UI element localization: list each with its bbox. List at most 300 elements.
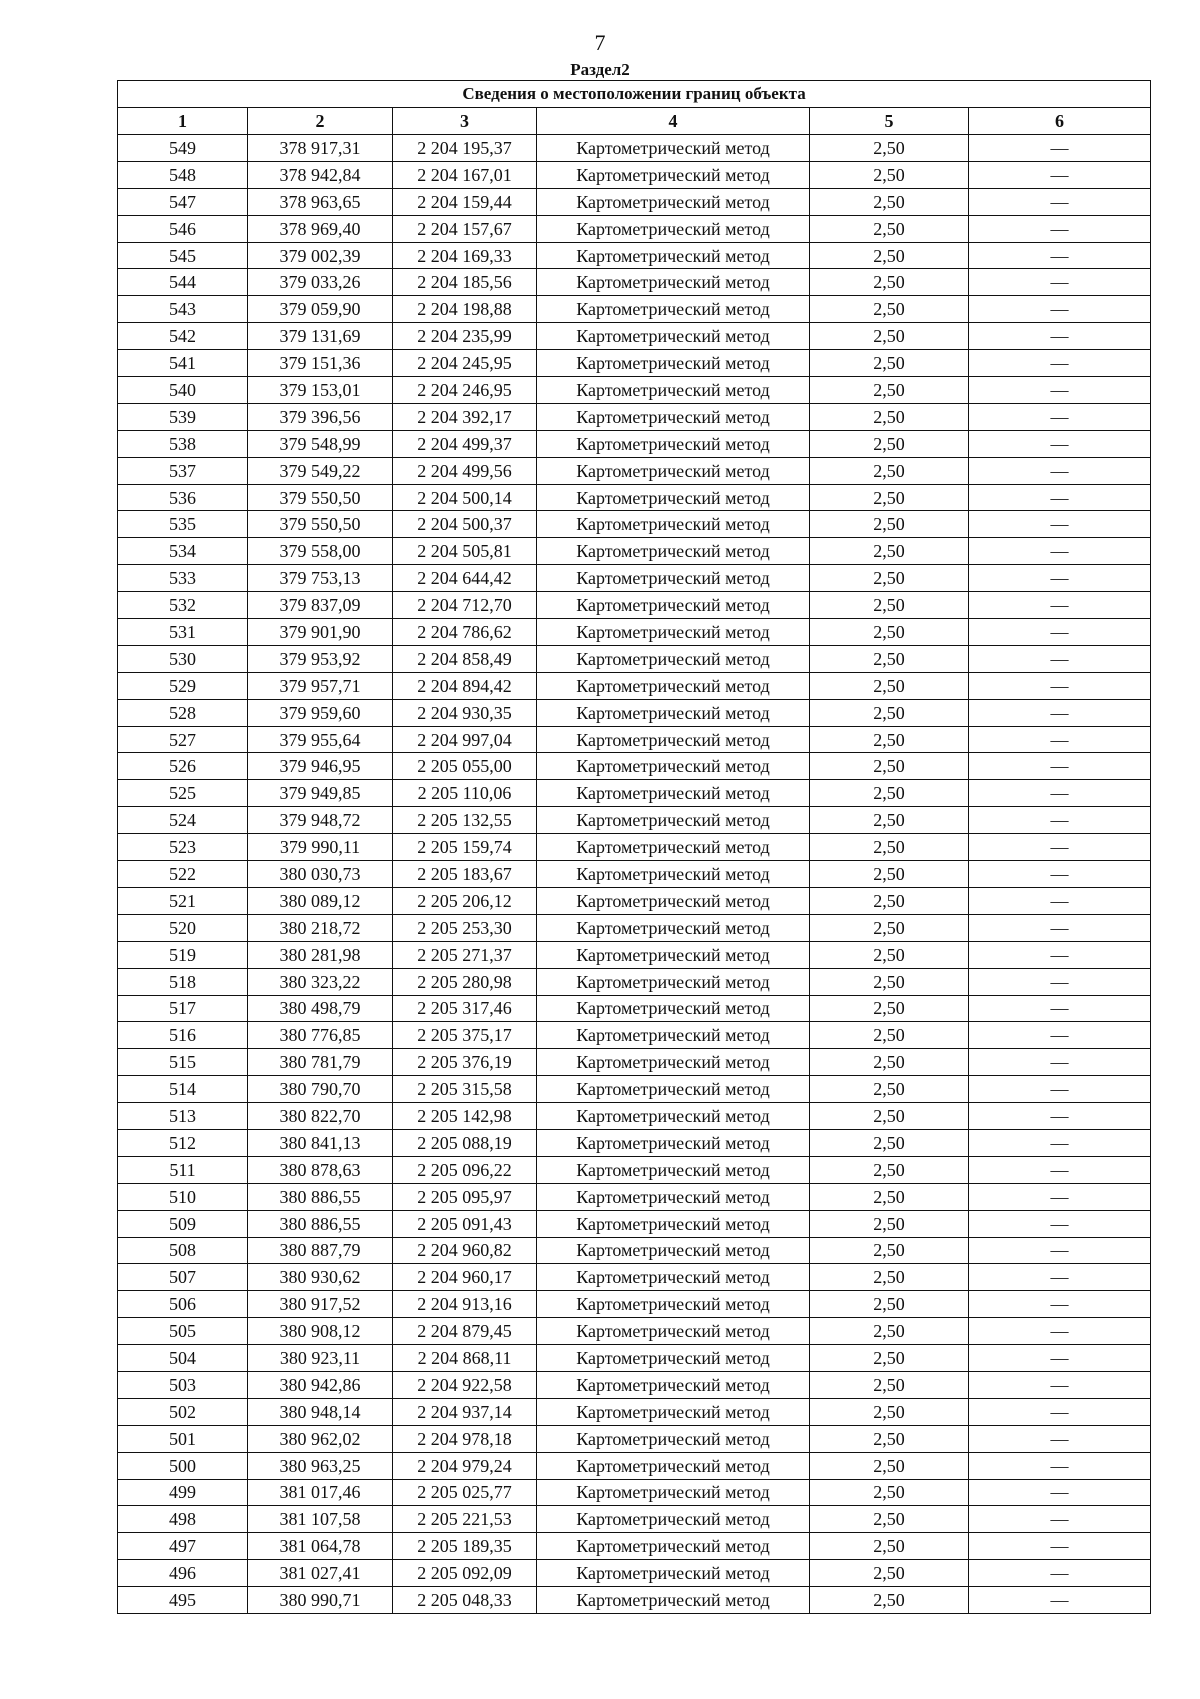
table-cell: 2 205 159,74: [393, 834, 537, 861]
table-cell: Картометрический метод: [537, 1049, 810, 1076]
table-cell: —: [969, 1560, 1151, 1587]
table-cell: 2 205 253,30: [393, 914, 537, 941]
table-cell: 2,50: [810, 1103, 969, 1130]
table-row: [118, 1533, 1151, 1560]
table-cell: Картометрический метод: [537, 215, 810, 242]
table-cell: —: [969, 807, 1151, 834]
table-row: [118, 484, 1151, 511]
table-row: [118, 1183, 1151, 1210]
table-row: [118, 1452, 1151, 1479]
table-row: [118, 135, 1151, 162]
table-cell: 2 204 185,56: [393, 269, 537, 296]
table-cell: 2 204 500,37: [393, 511, 537, 538]
table-cell: 380 790,70: [248, 1076, 393, 1103]
table-cell: 380 990,71: [248, 1587, 393, 1614]
column-header: 4: [537, 108, 810, 135]
table-cell: 2,50: [810, 807, 969, 834]
column-header: 6: [969, 108, 1151, 135]
table-cell: 504: [118, 1345, 248, 1372]
table-cell: 2 204 235,99: [393, 323, 537, 350]
table-cell: —: [969, 1452, 1151, 1479]
table-cell: 2 205 375,17: [393, 1022, 537, 1049]
table-cell: 2,50: [810, 592, 969, 619]
table-cell: 510: [118, 1183, 248, 1210]
table-cell: 2,50: [810, 1452, 969, 1479]
table-cell: 2,50: [810, 1479, 969, 1506]
table-cell: 2,50: [810, 269, 969, 296]
table-cell: Картометрический метод: [537, 1506, 810, 1533]
table-cell: 2,50: [810, 1533, 969, 1560]
table-cell: 381 107,58: [248, 1506, 393, 1533]
table-cell: —: [969, 484, 1151, 511]
table-cell: 2 204 245,95: [393, 350, 537, 377]
table-cell: —: [969, 726, 1151, 753]
table-cell: —: [969, 430, 1151, 457]
table-cell: 379 396,56: [248, 403, 393, 430]
table-cell: Картометрический метод: [537, 242, 810, 269]
table-cell: 512: [118, 1129, 248, 1156]
table-cell: 380 323,22: [248, 968, 393, 995]
column-header: 1: [118, 108, 248, 135]
table-cell: —: [969, 1587, 1151, 1614]
table-cell: 2 204 499,37: [393, 430, 537, 457]
table-cell: 524: [118, 807, 248, 834]
table-cell: Картометрический метод: [537, 1237, 810, 1264]
table-cell: 2,50: [810, 511, 969, 538]
table-cell: 516: [118, 1022, 248, 1049]
table-cell: 2 204 879,45: [393, 1318, 537, 1345]
table-cell: 498: [118, 1506, 248, 1533]
table-cell: —: [969, 995, 1151, 1022]
table-cell: Картометрический метод: [537, 188, 810, 215]
table-cell: 543: [118, 296, 248, 323]
table-cell: Картометрический метод: [537, 1452, 810, 1479]
table-cell: —: [969, 1237, 1151, 1264]
table-cell: 2 204 499,56: [393, 457, 537, 484]
table-cell: —: [969, 592, 1151, 619]
table-cell: Картометрический метод: [537, 161, 810, 188]
table-cell: 496: [118, 1560, 248, 1587]
table-cell: 380 963,25: [248, 1452, 393, 1479]
table-cell: 379 151,36: [248, 350, 393, 377]
table-cell: 381 017,46: [248, 1479, 393, 1506]
table-cell: 517: [118, 995, 248, 1022]
table-row: [118, 861, 1151, 888]
table-cell: 380 822,70: [248, 1103, 393, 1130]
table-cell: 380 930,62: [248, 1264, 393, 1291]
table-cell: —: [969, 1183, 1151, 1210]
table-cell: 2,50: [810, 1022, 969, 1049]
table-cell: 502: [118, 1398, 248, 1425]
table-cell: Картометрический метод: [537, 1103, 810, 1130]
table-cell: Картометрический метод: [537, 968, 810, 995]
table-cell: 529: [118, 672, 248, 699]
table-cell: 2,50: [810, 645, 969, 672]
table-cell: 380 917,52: [248, 1291, 393, 1318]
table-cell: —: [969, 1210, 1151, 1237]
table-cell: 2,50: [810, 861, 969, 888]
table-row: [118, 753, 1151, 780]
table-cell: 380 942,86: [248, 1371, 393, 1398]
table-cell: 2 204 894,42: [393, 672, 537, 699]
table-cell: 2,50: [810, 1560, 969, 1587]
table-cell: —: [969, 753, 1151, 780]
table-cell: 380 886,55: [248, 1210, 393, 1237]
table-cell: 506: [118, 1291, 248, 1318]
table-cell: 497: [118, 1533, 248, 1560]
table-row: [118, 269, 1151, 296]
table-cell: 2 204 500,14: [393, 484, 537, 511]
table-cell: 379 953,92: [248, 645, 393, 672]
table-cell: 379 837,09: [248, 592, 393, 619]
table-cell: —: [969, 780, 1151, 807]
table-cell: —: [969, 1533, 1151, 1560]
table-cell: 530: [118, 645, 248, 672]
table-cell: 544: [118, 269, 248, 296]
table-cell: Картометрический метод: [537, 403, 810, 430]
table-cell: 2,50: [810, 968, 969, 995]
table-cell: 2,50: [810, 1183, 969, 1210]
table-caption-row: [118, 81, 1151, 108]
table-cell: 2,50: [810, 753, 969, 780]
table-cell: 380 030,73: [248, 861, 393, 888]
table-cell: Картометрический метод: [537, 699, 810, 726]
table-cell: 2,50: [810, 780, 969, 807]
table-cell: Картометрический метод: [537, 538, 810, 565]
table-cell: —: [969, 1076, 1151, 1103]
table-cell: —: [969, 1291, 1151, 1318]
table-cell: 379 059,90: [248, 296, 393, 323]
table-row: [118, 161, 1151, 188]
table-cell: 2,50: [810, 1076, 969, 1103]
table-cell: 2 204 392,17: [393, 403, 537, 430]
table-row: [118, 457, 1151, 484]
table-cell: Картометрический метод: [537, 672, 810, 699]
table-row: [118, 188, 1151, 215]
table-cell: 2 204 937,14: [393, 1398, 537, 1425]
table-cell: Картометрический метод: [537, 457, 810, 484]
table-cell: Картометрический метод: [537, 1291, 810, 1318]
table-cell: 508: [118, 1237, 248, 1264]
table-row: [118, 1345, 1151, 1372]
table-cell: 2 204 960,17: [393, 1264, 537, 1291]
table-cell: 2 205 091,43: [393, 1210, 537, 1237]
table-cell: 379 002,39: [248, 242, 393, 269]
table-cell: 2,50: [810, 565, 969, 592]
table-row: [118, 323, 1151, 350]
table-cell: 2,50: [810, 161, 969, 188]
table-cell: Картометрический метод: [537, 430, 810, 457]
table-cell: 2 205 221,53: [393, 1506, 537, 1533]
table-cell: 379 548,99: [248, 430, 393, 457]
page-number: 7: [594, 30, 606, 55]
table-cell: —: [969, 1264, 1151, 1291]
table-cell: 379 558,00: [248, 538, 393, 565]
table-body: [118, 135, 1151, 1614]
table-cell: 379 955,64: [248, 726, 393, 753]
table-row: [118, 538, 1151, 565]
table-cell: —: [969, 1506, 1151, 1533]
table-cell: Картометрический метод: [537, 565, 810, 592]
table-cell: Картометрический метод: [537, 834, 810, 861]
table-cell: 380 218,72: [248, 914, 393, 941]
table-row: [118, 1237, 1151, 1264]
table-cell: Картометрический метод: [537, 753, 810, 780]
table-cell: 2,50: [810, 726, 969, 753]
table-cell: —: [969, 296, 1151, 323]
table-cell: —: [969, 1022, 1151, 1049]
table-cell: 379 948,72: [248, 807, 393, 834]
table-cell: 513: [118, 1103, 248, 1130]
table-cell: Картометрический метод: [537, 1129, 810, 1156]
boundary-coordinates-table: [117, 80, 1151, 1614]
table-row: [118, 941, 1151, 968]
table-row: [118, 1264, 1151, 1291]
table-cell: 501: [118, 1425, 248, 1452]
table-cell: 2 204 159,44: [393, 188, 537, 215]
table-cell: 380 498,79: [248, 995, 393, 1022]
table-row: [118, 619, 1151, 646]
section-title: Раздел2: [570, 60, 630, 79]
table-cell: 549: [118, 135, 248, 162]
table-row: [118, 1291, 1151, 1318]
table-cell: —: [969, 565, 1151, 592]
table-cell: 378 969,40: [248, 215, 393, 242]
table-cell: Картометрический метод: [537, 323, 810, 350]
table-cell: 2,50: [810, 188, 969, 215]
table-cell: Картометрический метод: [537, 1479, 810, 1506]
table-cell: 2,50: [810, 1049, 969, 1076]
table-cell: 2,50: [810, 1318, 969, 1345]
table-cell: 380 776,85: [248, 1022, 393, 1049]
table-cell: 2,50: [810, 135, 969, 162]
table-cell: 2 205 376,19: [393, 1049, 537, 1076]
table-row: [118, 1371, 1151, 1398]
table-row: [118, 1129, 1151, 1156]
table-cell: 2 204 712,70: [393, 592, 537, 619]
table-cell: 2 204 195,37: [393, 135, 537, 162]
table-cell: Картометрический метод: [537, 726, 810, 753]
table-cell: 2 205 092,09: [393, 1560, 537, 1587]
table-cell: Картометрический метод: [537, 1560, 810, 1587]
table-cell: Картометрический метод: [537, 914, 810, 941]
table-cell: Картометрический метод: [537, 1587, 810, 1614]
table-cell: —: [969, 1103, 1151, 1130]
table-cell: 531: [118, 619, 248, 646]
table-cell: 379 033,26: [248, 269, 393, 296]
table-cell: —: [969, 914, 1151, 941]
table-cell: 2,50: [810, 296, 969, 323]
table-cell: —: [969, 1398, 1151, 1425]
table-cell: 2,50: [810, 672, 969, 699]
table-cell: Картометрический метод: [537, 135, 810, 162]
table-cell: —: [969, 861, 1151, 888]
table-cell: 378 917,31: [248, 135, 393, 162]
table-cell: 546: [118, 215, 248, 242]
table-cell: 2,50: [810, 1398, 969, 1425]
table-cell: 514: [118, 1076, 248, 1103]
table-cell: 2 204 960,82: [393, 1237, 537, 1264]
table-cell: 547: [118, 188, 248, 215]
table-row: [118, 1506, 1151, 1533]
table-cell: 380 089,12: [248, 887, 393, 914]
table-cell: 2,50: [810, 323, 969, 350]
table-cell: 2,50: [810, 1156, 969, 1183]
table-row: [118, 726, 1151, 753]
table-cell: 379 949,85: [248, 780, 393, 807]
table-cell: 540: [118, 377, 248, 404]
table-row: [118, 914, 1151, 941]
table-cell: 2 204 786,62: [393, 619, 537, 646]
table-cell: 2 204 198,88: [393, 296, 537, 323]
table-cell: 542: [118, 323, 248, 350]
table-cell: 2 205 142,98: [393, 1103, 537, 1130]
table-cell: Картометрический метод: [537, 1345, 810, 1372]
table-cell: 521: [118, 887, 248, 914]
table-cell: 2 205 048,33: [393, 1587, 537, 1614]
table-row: [118, 672, 1151, 699]
table-cell: 2 204 930,35: [393, 699, 537, 726]
table-cell: 2,50: [810, 1425, 969, 1452]
table-row: [118, 968, 1151, 995]
table-cell: 2,50: [810, 538, 969, 565]
table-cell: —: [969, 161, 1151, 188]
table-cell: —: [969, 511, 1151, 538]
table-cell: 380 281,98: [248, 941, 393, 968]
table-row: [118, 699, 1151, 726]
table-row: [118, 242, 1151, 269]
table-cell: 2 205 280,98: [393, 968, 537, 995]
table-cell: Картометрический метод: [537, 887, 810, 914]
table-cell: 2 204 167,01: [393, 161, 537, 188]
table-cell: —: [969, 672, 1151, 699]
table-cell: 2,50: [810, 1587, 969, 1614]
table-cell: Картометрический метод: [537, 645, 810, 672]
table-cell: 2,50: [810, 1345, 969, 1372]
table-cell: 2,50: [810, 834, 969, 861]
table-cell: 534: [118, 538, 248, 565]
table-cell: 518: [118, 968, 248, 995]
table-row: [118, 995, 1151, 1022]
table-cell: —: [969, 215, 1151, 242]
table-cell: 2,50: [810, 403, 969, 430]
table-cell: —: [969, 699, 1151, 726]
table-row: [118, 1156, 1151, 1183]
table-cell: 2,50: [810, 914, 969, 941]
table-row: [118, 807, 1151, 834]
table-row: [118, 1022, 1151, 1049]
table-cell: 2 205 088,19: [393, 1129, 537, 1156]
table-cell: 2,50: [810, 457, 969, 484]
table-cell: Картометрический метод: [537, 1156, 810, 1183]
table-cell: 381 027,41: [248, 1560, 393, 1587]
table-row: [118, 887, 1151, 914]
table-cell: 2,50: [810, 995, 969, 1022]
table-cell: —: [969, 834, 1151, 861]
table-cell: Картометрический метод: [537, 1022, 810, 1049]
table-cell: 2 204 246,95: [393, 377, 537, 404]
table-cell: 2,50: [810, 1210, 969, 1237]
table-cell: 2 204 505,81: [393, 538, 537, 565]
table-cell: 532: [118, 592, 248, 619]
table-row: [118, 565, 1151, 592]
table-cell: 2 205 183,67: [393, 861, 537, 888]
table-cell: 527: [118, 726, 248, 753]
table-header-row: [118, 108, 1151, 135]
table-cell: 519: [118, 941, 248, 968]
table-cell: —: [969, 350, 1151, 377]
table-cell: 2 205 132,55: [393, 807, 537, 834]
table-cell: 536: [118, 484, 248, 511]
table-cell: Картометрический метод: [537, 1318, 810, 1345]
table-cell: Картометрический метод: [537, 1371, 810, 1398]
table-cell: 2 205 315,58: [393, 1076, 537, 1103]
table-cell: Картометрический метод: [537, 1264, 810, 1291]
table-cell: Картометрический метод: [537, 780, 810, 807]
table-cell: 523: [118, 834, 248, 861]
table-cell: Картометрический метод: [537, 350, 810, 377]
table-cell: 541: [118, 350, 248, 377]
table-cell: 548: [118, 161, 248, 188]
table-cell: Картометрический метод: [537, 592, 810, 619]
table-row: [118, 1560, 1151, 1587]
table-cell: 2,50: [810, 941, 969, 968]
table-cell: Картометрический метод: [537, 1076, 810, 1103]
table-cell: 2 204 169,33: [393, 242, 537, 269]
table-cell: 535: [118, 511, 248, 538]
table-cell: 379 901,90: [248, 619, 393, 646]
table-row: [118, 645, 1151, 672]
table-cell: 2 205 095,97: [393, 1183, 537, 1210]
table-cell: 515: [118, 1049, 248, 1076]
table-cell: 499: [118, 1479, 248, 1506]
table-cell: Картометрический метод: [537, 269, 810, 296]
table-cell: 539: [118, 403, 248, 430]
table-cell: 2 204 913,16: [393, 1291, 537, 1318]
table-cell: 379 946,95: [248, 753, 393, 780]
table-row: [118, 430, 1151, 457]
table-cell: 2,50: [810, 1291, 969, 1318]
table-cell: 537: [118, 457, 248, 484]
table-cell: 2,50: [810, 1264, 969, 1291]
table-row: [118, 1049, 1151, 1076]
table-row: [118, 1103, 1151, 1130]
table-row: [118, 403, 1151, 430]
table-cell: Картометрический метод: [537, 861, 810, 888]
table-cell: 379 550,50: [248, 511, 393, 538]
table-cell: 2 204 868,11: [393, 1345, 537, 1372]
table-cell: 500: [118, 1452, 248, 1479]
table-cell: 538: [118, 430, 248, 457]
table-cell: Картометрический метод: [537, 1533, 810, 1560]
table-cell: 379 131,69: [248, 323, 393, 350]
table-caption: Сведения о местоположении границ объекта: [118, 81, 1151, 108]
table-row: [118, 1210, 1151, 1237]
table-cell: —: [969, 1129, 1151, 1156]
table-cell: 2 204 157,67: [393, 215, 537, 242]
table-cell: 2,50: [810, 699, 969, 726]
table-cell: 2 204 858,49: [393, 645, 537, 672]
table-cell: 380 886,55: [248, 1183, 393, 1210]
table-cell: —: [969, 269, 1151, 296]
table-cell: —: [969, 968, 1151, 995]
table-cell: —: [969, 1479, 1151, 1506]
table-cell: —: [969, 645, 1151, 672]
table-cell: 379 753,13: [248, 565, 393, 592]
table-cell: 2,50: [810, 242, 969, 269]
table-cell: —: [969, 887, 1151, 914]
table-row: [118, 511, 1151, 538]
